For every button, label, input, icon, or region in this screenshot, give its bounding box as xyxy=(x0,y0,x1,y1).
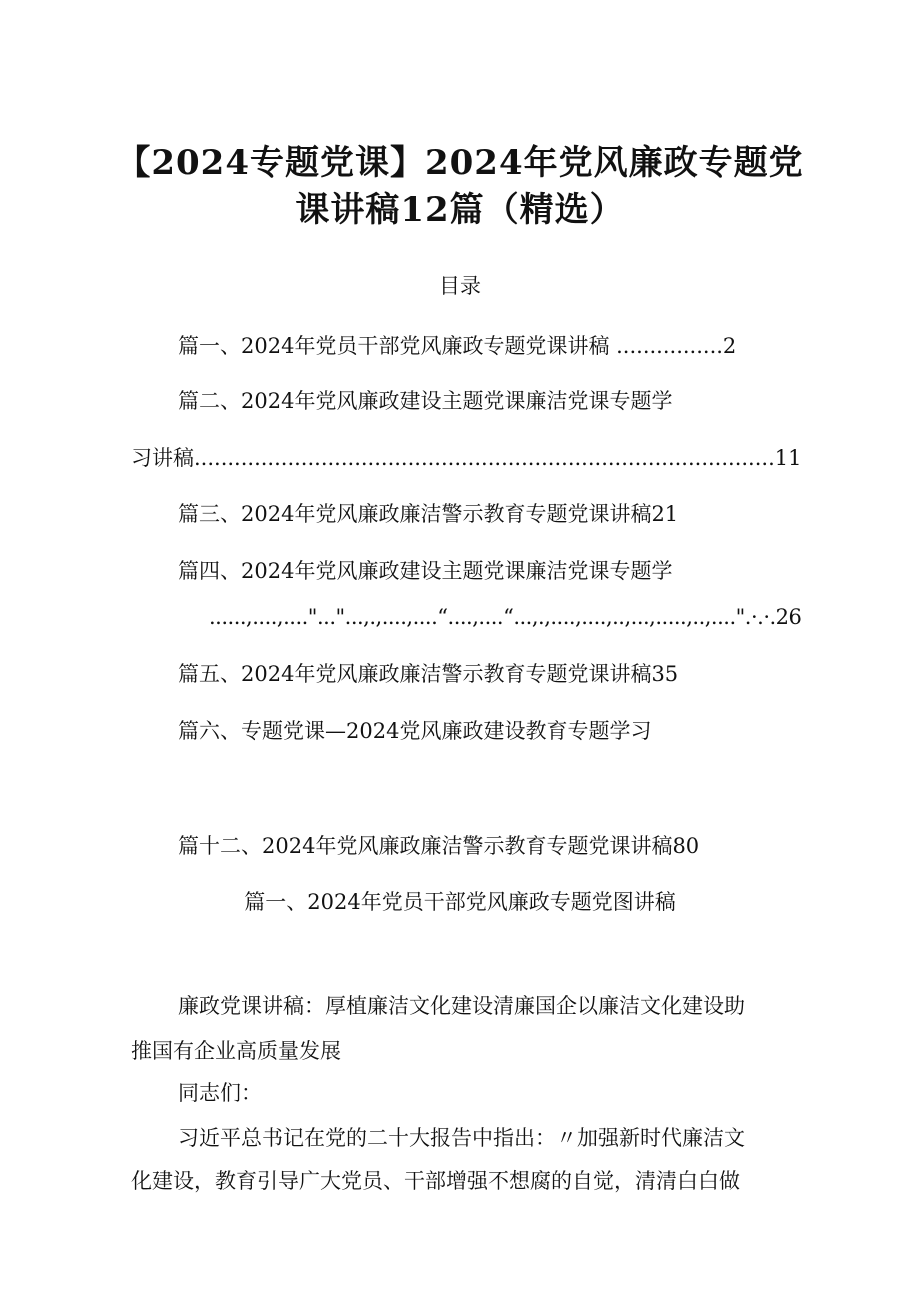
toc-entry[interactable]: 篇五、2024年党风廉政廉洁警示教育专题党课讲稿35 xyxy=(178,662,679,686)
paragraph-line: 化建设，教育引导广大党员、干部增强不想腐的自觉，清清白白做 xyxy=(131,1169,740,1193)
paragraph-line: 同志们： xyxy=(178,1081,262,1105)
toc-entry[interactable]: 篇四、2024年党风廉政建设主题党课廉洁党课专题学 xyxy=(178,559,673,583)
document-title-line-1: 【2024专题党课】2024年党风廉政专题党 xyxy=(116,143,804,183)
toc-entry[interactable]: 篇一、2024年党员干部党风廉政专题党课讲稿 ................2 xyxy=(178,334,737,358)
paragraph-line: 廉政党课讲稿：厚植廉洁文化建设清廉国企以廉洁文化建设助 xyxy=(178,994,745,1018)
toc-entry[interactable]: 篇六、专题党课—2024党风廉政建设教育专题学习 xyxy=(178,719,652,743)
document-title-line-2: 课讲稿12篇（精选） xyxy=(295,190,625,230)
toc-entry-continuation[interactable]: ......,....,...."..."...,.,....,....“....,....“...,.,....,....,..,...,.....,..,....".·.·.26 xyxy=(209,605,802,629)
toc-heading: 目录 xyxy=(439,274,481,298)
toc-entry[interactable]: 篇二、2024年党风廉政建设主题党课廉洁党课专题学 xyxy=(178,389,673,413)
section-heading: 篇一、2024年党员干部党风廉政专题党图讲稿 xyxy=(244,890,676,914)
paragraph-line: 习近平总书记在党的二十大报告中指出：〃加强新时代廉洁文 xyxy=(178,1126,745,1150)
toc-entry[interactable]: 篇十二、2024年党风廉政廉洁警示教育专题党课讲稿80 xyxy=(178,834,700,858)
toc-entry-continuation[interactable]: 习讲稿.......................................................................................11 xyxy=(131,446,802,470)
paragraph-line: 推国有企业高质量发展 xyxy=(131,1039,341,1063)
toc-entry[interactable]: 篇三、2024年党风廉政廉洁警示教育专题党课讲稿21 xyxy=(178,502,679,526)
